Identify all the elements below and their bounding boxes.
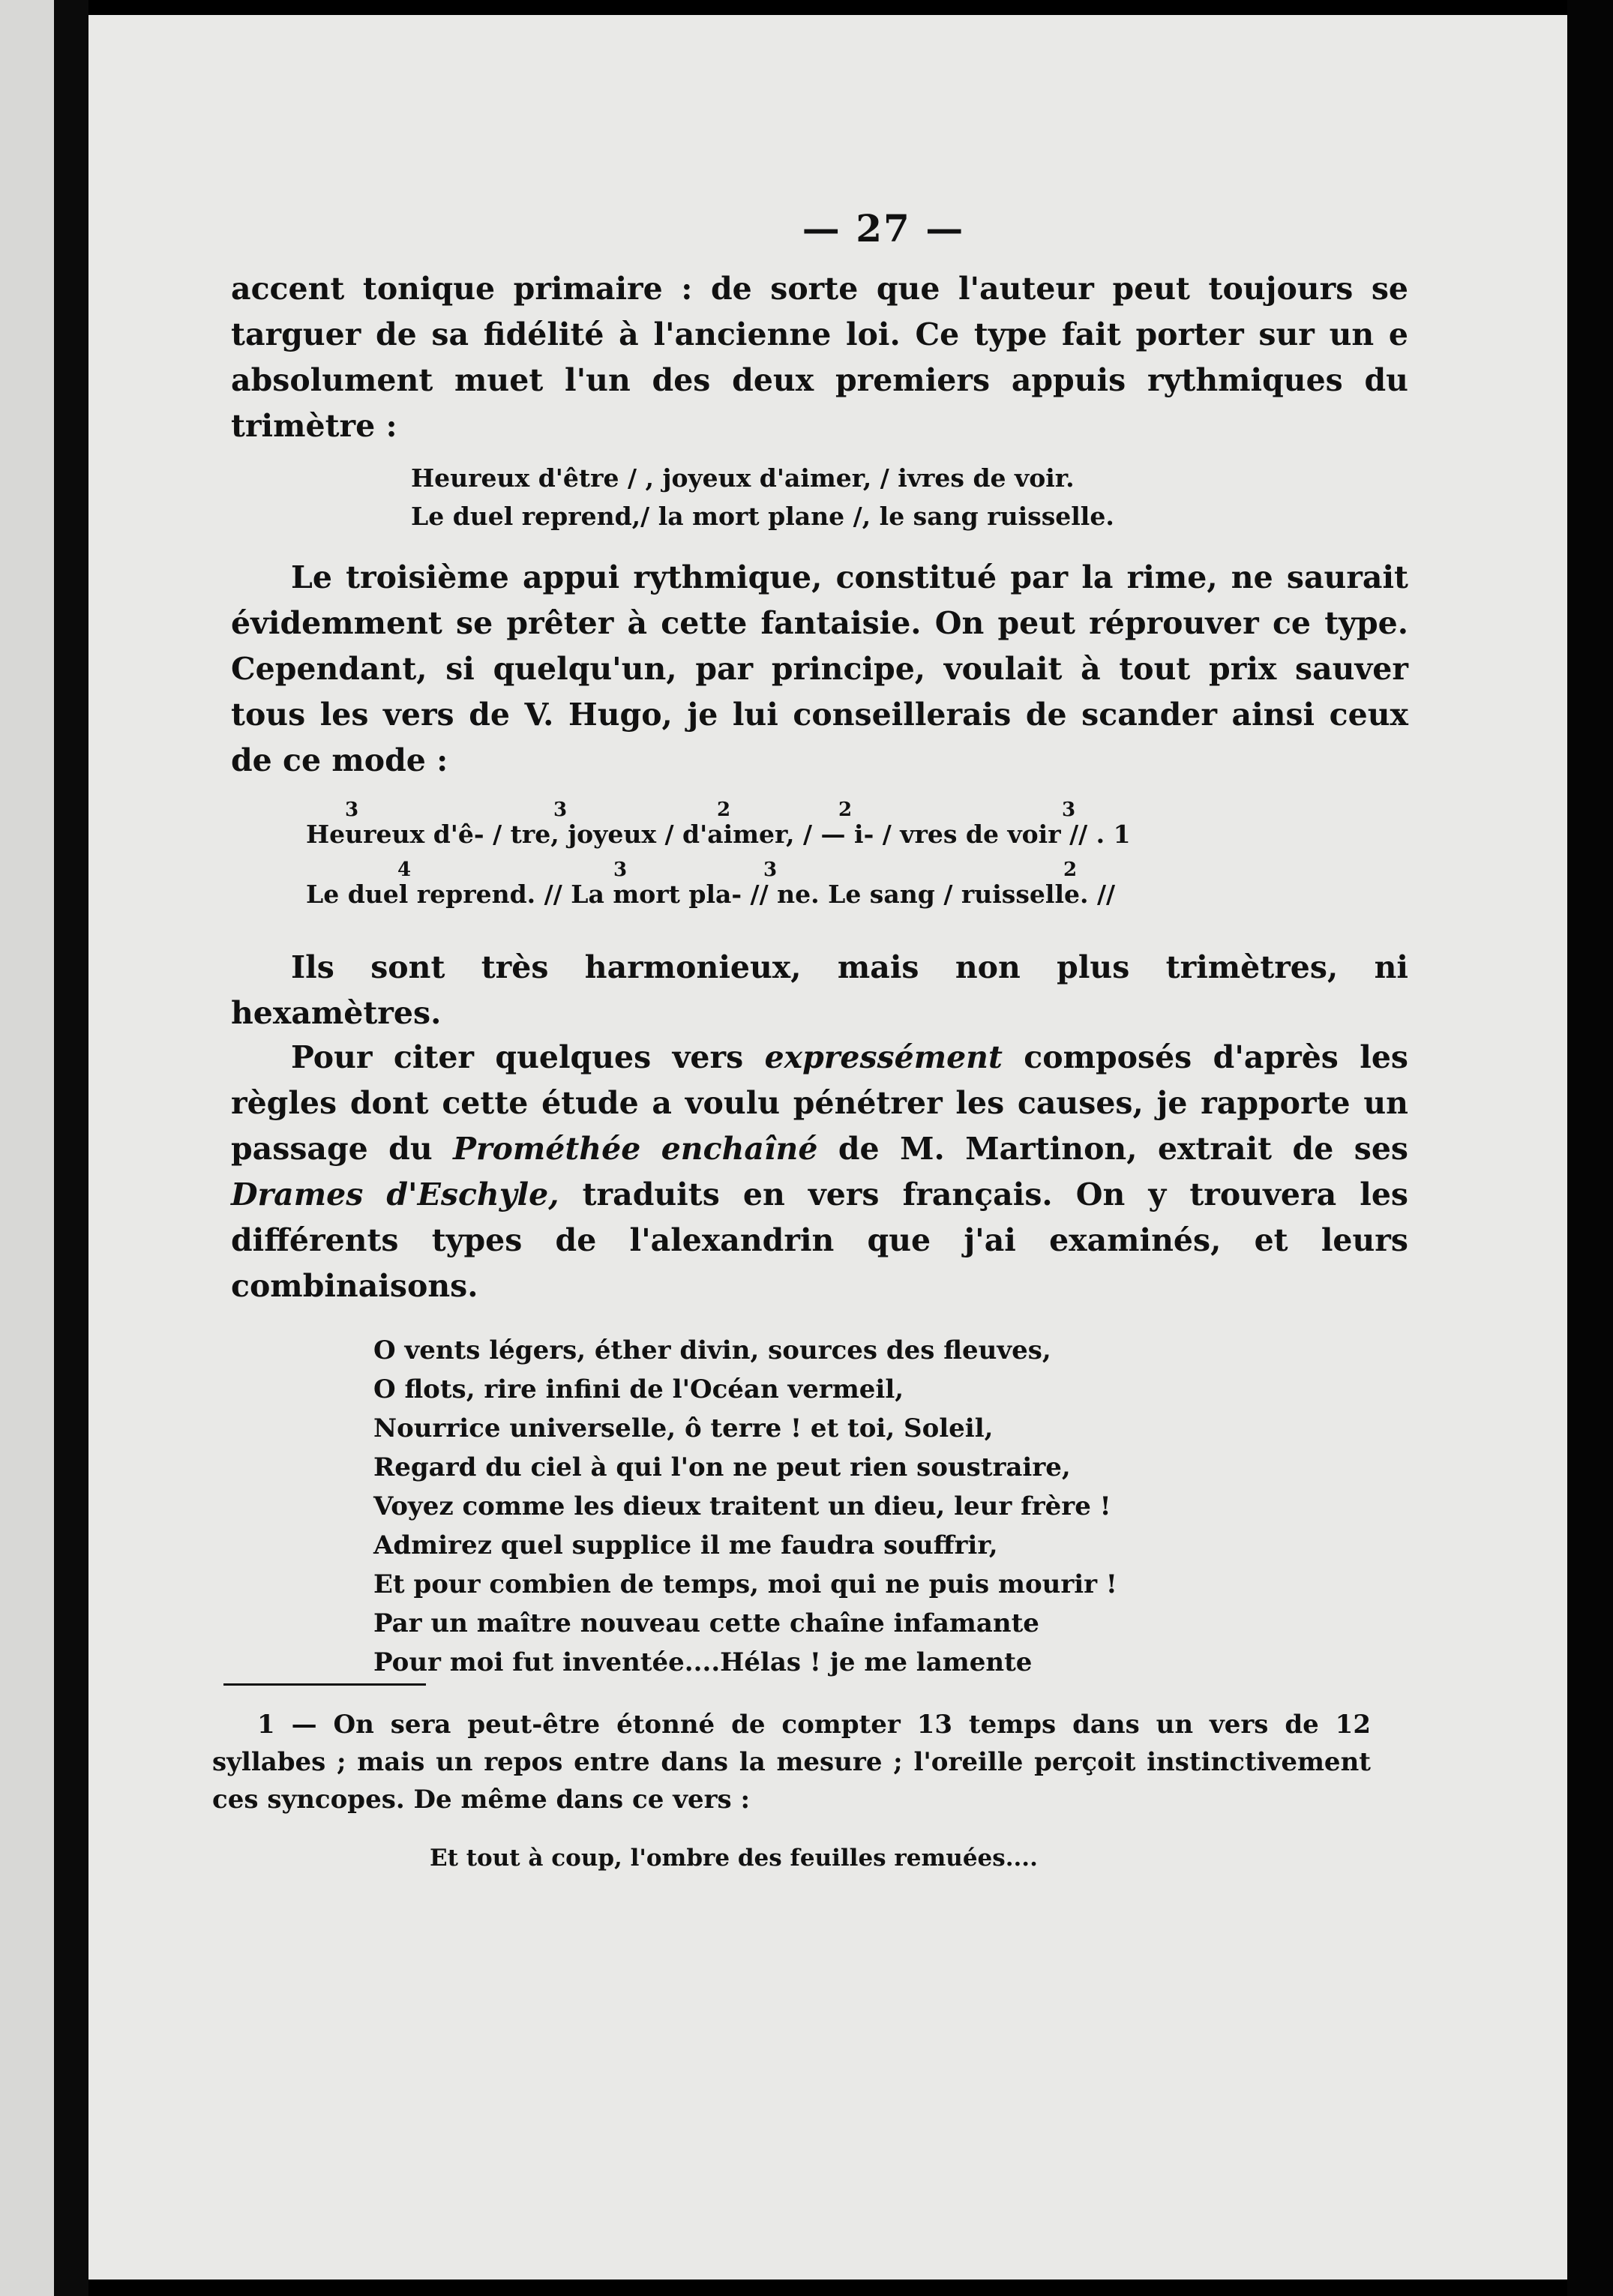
stress-mark: 2 — [717, 799, 731, 821]
scan-border — [1567, 0, 1613, 2296]
poem-line: Nourrice universelle, ô terre ! et toi, Soleil, — [373, 1413, 994, 1443]
verse-line: Le duel reprend,/ la mort plane /, le sang ruisselle. — [411, 502, 1114, 531]
paragraph-2-text: Le troisième appui rythmique, constitué par la rime, ne saurait évidemment se prêter à cette fantaisie. On peut réprouver ce type. Cependant, si quelqu'un, par principe, voulait à tout prix sauver tous les vers de V. Hugo, je lui conseillerais de scander ainsi ceux de ce mode : — [231, 559, 1408, 778]
paragraph-3-text: Ils sont très harmonieux, mais non plus trimètres, ni hexamètres. — [231, 949, 1408, 1031]
footnote — [212, 1706, 1371, 1818]
poem-line: O flots, rire infini de l'Océan vermeil, — [373, 1374, 904, 1404]
scansion-text: Le duel reprend. // La mort pla- // ne. Le sang / ruisselle. // — [306, 880, 1116, 909]
poem-line: O vents légers, éther divin, sources des fleuves, — [373, 1335, 1051, 1365]
scansion-line-2 — [306, 859, 1371, 934]
poem-line: Regard du ciel à qui l'on ne peut rien soustraire, — [373, 1452, 1071, 1482]
paragraph-2 — [231, 555, 1408, 784]
paragraph-4-text: Pour citer quelques vers expressément composés d'après les règles dont cette étude a voulu pénétrer les causes, je rapporte un passage du Prométhée enchaîné de M. Martinon, extrait de ses Drames d'Eschyle, traduits en vers français. On y trouvera les différents types de l'alexandrin que j'ai examinés, et leurs combinaisons. — [231, 1039, 1409, 1304]
page-number: — 27 — — [802, 206, 965, 250]
stress-mark: 3 — [345, 799, 359, 821]
stress-mark: 2 — [838, 799, 853, 821]
stress-mark: 4 — [397, 859, 412, 881]
verse-example-1 — [411, 459, 1114, 535]
stress-mark: 3 — [613, 859, 628, 881]
poem-line: Pour moi fut inventée....Hélas ! je me lamente — [373, 1647, 1033, 1677]
poem-line: Et pour combien de temps, moi qui ne puis mourir ! — [373, 1569, 1117, 1599]
footnote-verse: Et tout à coup, l'ombre des feuilles remuées.... — [430, 1845, 1038, 1872]
binding-gutter — [54, 0, 88, 2296]
stress-mark: 3 — [763, 859, 778, 881]
poem-line: Voyez comme les dieux traitent un dieu, leur frère ! — [373, 1491, 1111, 1521]
poem-line: Admirez quel supplice il me faudra souffrir, — [373, 1530, 998, 1560]
scansion-example — [306, 799, 1371, 934]
paragraph-4 — [231, 1035, 1408, 1309]
verse-line: Heureux d'être / , joyeux d'aimer, / ivres de voir. — [411, 463, 1075, 493]
paragraph-1 — [231, 266, 1408, 449]
poem-line: Par un maître nouveau cette chaîne infamante — [373, 1608, 1039, 1638]
stress-mark: 3 — [1062, 799, 1076, 821]
paragraph-3 — [231, 945, 1408, 1036]
footnote-rule — [223, 1683, 426, 1686]
book-page — [88, 15, 1567, 2280]
previous-page-edge — [0, 0, 54, 2296]
paragraph-1-text: accent tonique primaire : de sorte que l'auteur peut toujours se targuer de sa fidélité à l'ancienne loi. Ce type fait porter sur un e absolument muet l'un des deux premiers appuis rythmiques du trimètre : — [231, 271, 1408, 444]
footnote-text: 1 — On sera peut-être étonné de compter 13 temps dans un vers de 12 syllabes ; mais un repos entre dans la mesure ; l'oreille perçoit instinctivement ces syncopes. De même dans ce vers : — [212, 1710, 1371, 1815]
stress-mark: 3 — [553, 799, 568, 821]
scansion-text: Heureux d'ê- / tre, joyeux / d'aimer, / — i- / vres de voir // . 1 — [306, 820, 1131, 849]
poem-excerpt — [373, 1331, 1117, 1682]
stress-mark: 2 — [1063, 859, 1078, 881]
